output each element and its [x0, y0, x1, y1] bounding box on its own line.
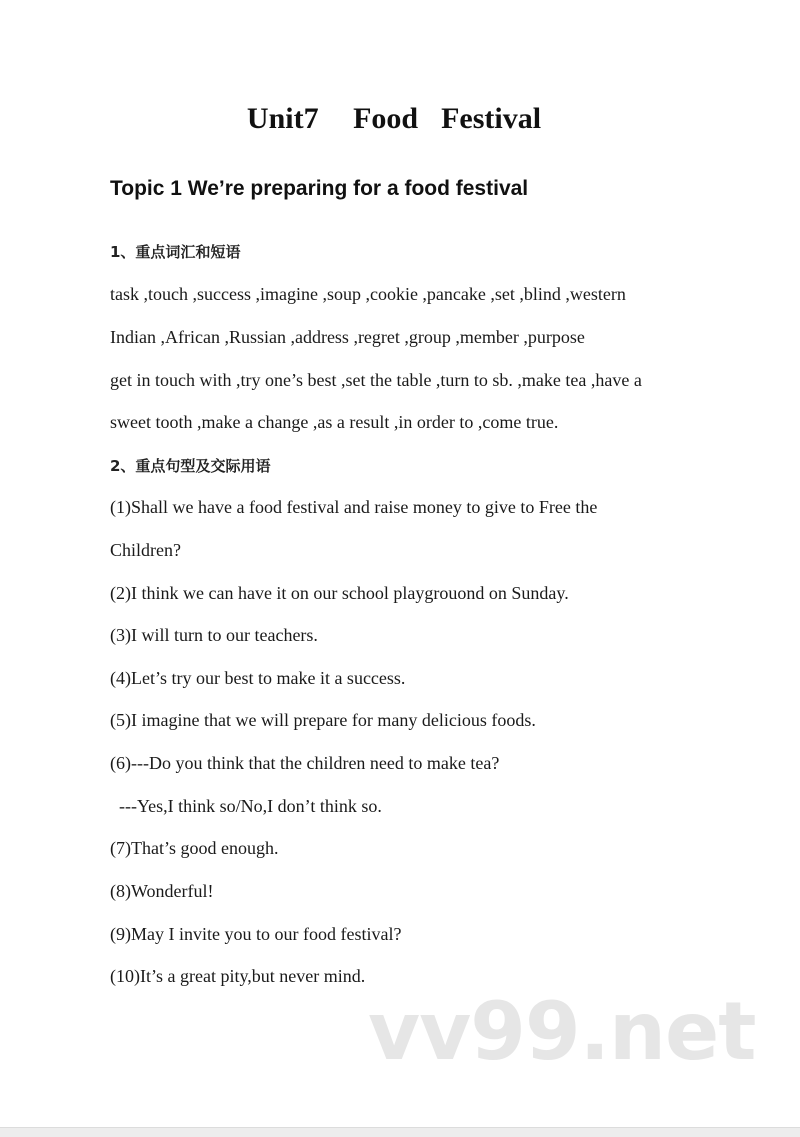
sentence-line: (2)I think we can have it on our school playgrouond on Sunday.	[110, 583, 569, 603]
sentence-line: (3)I will turn to our teachers.	[110, 625, 318, 645]
sentence-line: (5)I imagine that we will prepare for many delicious foods.	[110, 710, 536, 730]
vocab-line: sweet tooth ,make a change ,as a result ,in order to ,come true.	[110, 412, 559, 432]
sentence-line: (4)Let’s try our best to make it a success.	[110, 668, 406, 688]
vocab-line: Indian ,African ,Russian ,address ,regret ,group ,member ,purpose	[110, 327, 585, 347]
watermark: vv99.net	[368, 985, 756, 1078]
sentence-line: Children?	[110, 540, 181, 560]
sentence-line: (7)That’s good enough.	[110, 838, 279, 858]
vocab-line: task ,touch ,success ,imagine ,soup ,cookie ,pancake ,set ,blind ,western	[110, 284, 626, 304]
vocab-line: get in touch with ,try one’s best ,set the table ,turn to sb. ,make tea ,have a	[110, 370, 642, 390]
sentence-line: ---Yes,I think so/No,I don’t think so.	[110, 796, 382, 816]
sentence-line: (9)May I invite you to our food festival?	[110, 924, 402, 944]
topic-heading: Topic 1 We’re preparing for a food festival	[110, 177, 529, 200]
sentence-line: (10)It’s a great pity,but never mind.	[110, 966, 366, 986]
section-1-heading: 1、重点词汇和短语	[110, 243, 241, 261]
sentence-line: (1)Shall we have a food festival and raise money to give to Free the	[110, 497, 598, 517]
document-title: Unit7 Food Festival	[246, 102, 542, 135]
sentence-line: (8)Wonderful!	[110, 881, 214, 901]
section-2-heading: 2、重点句型及交际用语	[110, 457, 271, 475]
sentence-line: (6)---Do you think that the children need to make tea?	[110, 753, 500, 773]
